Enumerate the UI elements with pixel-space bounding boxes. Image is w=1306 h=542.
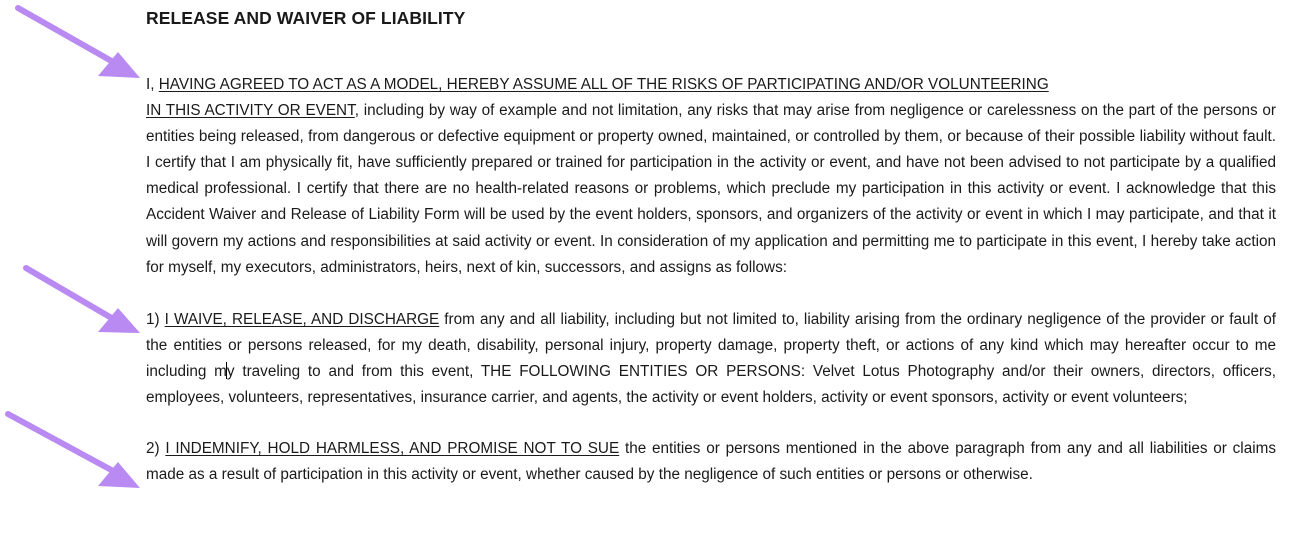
underlined-clause: HAVING AGREED TO ACT AS A MODEL, HEREBY ASSUME ALL OF THE RISKS OF PARTICIPATING AND/OR VOLUNTEERING bbox=[158, 76, 1049, 93]
annotation-arrow-icon bbox=[0, 408, 150, 498]
paragraph-indemnify[interactable] bbox=[146, 436, 1276, 488]
paragraph-body: the entities or persons mentioned in the above paragraph from any and all liabilities or claims made as a result of participation in this activity or event, whether caused by the negligence of such entities or persons or otherwise. bbox=[146, 440, 1276, 484]
annotation-arrow-icon bbox=[0, 260, 150, 350]
paragraph-prefix: 1) bbox=[146, 310, 165, 328]
underlined-clause-continued: IN THIS ACTIVITY OR EVENT bbox=[146, 102, 355, 120]
underlined-clause: I INDEMNIFY, HOLD HARMLESS, AND PROMISE NOT TO SUE bbox=[165, 440, 620, 458]
paragraph-waiver[interactable] bbox=[146, 307, 1276, 411]
paragraph-body-continued: y traveling to and from this event, THE FOLLOWING ENTITIES OR PERSONS: Velvet Lotus Photography and/or their owners, directors, officers, employees, volunteers, representatives, insurance carrier, and agents, the activity or event holders, activity or event sponsors, activity or event volunteers; bbox=[146, 362, 1277, 407]
paragraph-prefix: 2) bbox=[146, 440, 166, 458]
document-page bbox=[146, 6, 1276, 488]
annotation-arrow-icon bbox=[0, 0, 150, 90]
paragraph-body: , including by way of example and not limitation, any risks that may arise from negligence or carelessness on the part of the persons or entities being released, from dangerous or defective equipment or property owned, maintained, or controlled by them, or because of their possible liability without fault. I certify that I am physically fit, have sufficiently prepared or trained for participation in the activity or event, and have not been advised to not participate by a qualified medical professional. I certify that there are no health-related reasons or problems, which preclude my participation in this activity or event. I acknowledge that this Accident Waiver and Release of Liability Form will be used by the event holders, sponsors, and organizers of the activity or event in which I may participate, and that it will govern my actions and responsibilities at said activity or event. In consideration of my application and permitting me to participate in this event, I hereby take action for myself, my executors, administrators, heirs, next of kin, successors, and assigns as follows: bbox=[146, 102, 1276, 276]
paragraph-prefix: I, bbox=[146, 76, 159, 93]
paragraph-body: from any and all liability, including but not limited to, liability arising from the ordinary negligence of the provider or fault of the entities or persons released, for my death, disability, personal injury, property damage, property theft, or actions of any kind which may hereafter occur to me including m bbox=[146, 310, 1277, 380]
underlined-clause: I WAIVE, RELEASE, AND DISCHARGE bbox=[164, 310, 440, 328]
document-title: RELEASE AND WAIVER OF LIABILITY bbox=[146, 8, 466, 28]
paragraph-assumption-of-risk[interactable] bbox=[146, 72, 1276, 281]
